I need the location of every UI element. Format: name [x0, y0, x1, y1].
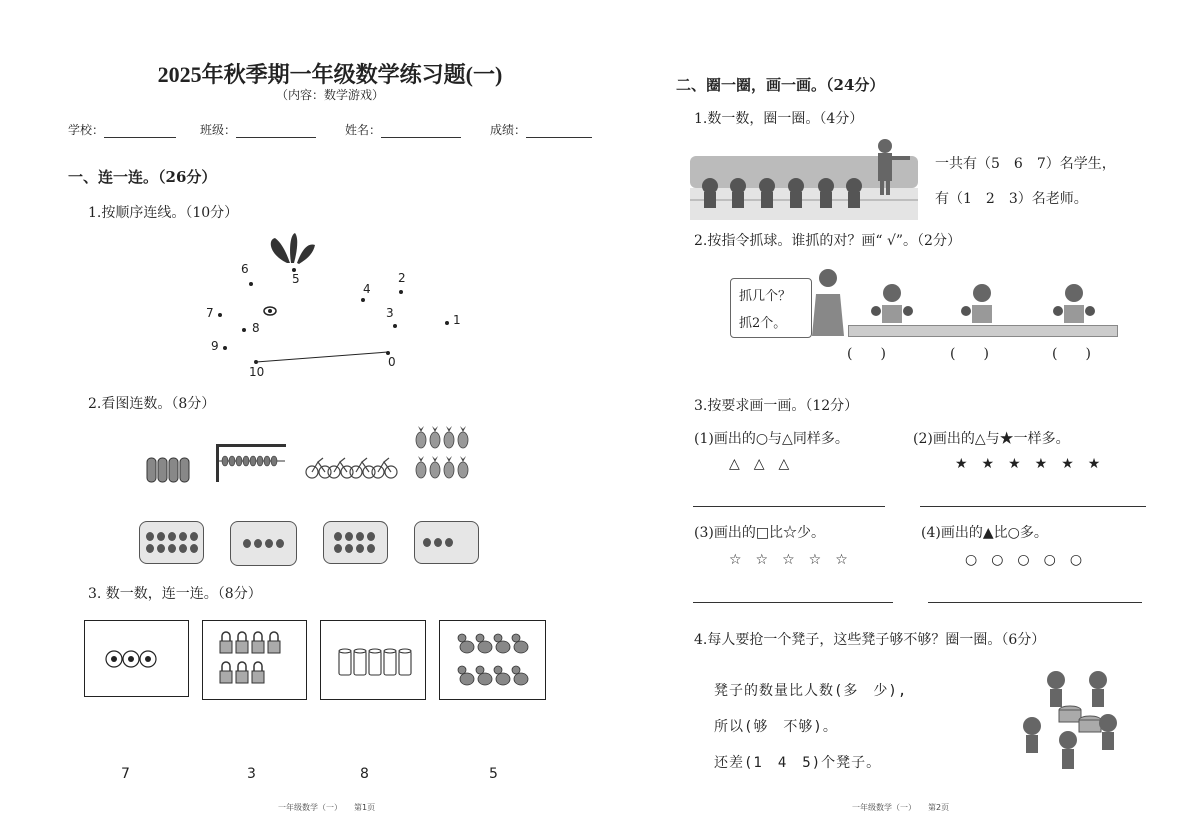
dot-label-2: 2 [398, 271, 406, 285]
score-field[interactable] [490, 121, 592, 138]
sub-question-2: (2)画出的△与★一样多。 [913, 431, 1070, 447]
dot-label-1: 1 [453, 313, 461, 327]
stools-compare-choice[interactable]: 凳子的数量比人数(多 少), [714, 683, 908, 699]
number-8[interactable]: 8 [360, 766, 369, 782]
page-title: 2025年秋季期一年级数学练习题(一) [157, 62, 503, 87]
number-3[interactable]: 3 [247, 766, 256, 782]
circles-row: ○ ○ ○ ○ ○ [965, 552, 1083, 568]
sub-question-1: (1)画出的○与△同样多。 [694, 431, 849, 447]
page-subtitle: （内容：数学游戏） [275, 88, 384, 102]
child-1-figure[interactable] [868, 283, 916, 327]
balls-box[interactable] [84, 620, 189, 697]
dot-2[interactable] [399, 290, 403, 294]
dot-label-5: 5 [292, 272, 300, 286]
corn-picture[interactable] [145, 455, 195, 485]
cylinders-box[interactable] [320, 620, 426, 700]
dot-card-8[interactable] [323, 521, 388, 564]
dot-4[interactable] [361, 298, 365, 302]
class-field[interactable] [200, 121, 316, 138]
bubble-answer: 抓2个。 [739, 316, 787, 331]
number-5[interactable]: 5 [489, 766, 498, 782]
dot-card-4[interactable] [230, 521, 297, 566]
locks-box[interactable] [202, 620, 307, 700]
number-7[interactable]: 7 [121, 766, 130, 782]
children-stools-picture [1018, 668, 1124, 776]
bicycles-picture[interactable] [303, 448, 398, 483]
answer-line-2[interactable] [920, 506, 1146, 507]
enough-choice[interactable]: 所以(够 不够)。 [714, 719, 838, 735]
pineapples-picture[interactable] [413, 425, 475, 485]
dot-9[interactable] [223, 346, 227, 350]
answer-line-1[interactable] [693, 506, 885, 507]
score-label: 成绩： [490, 123, 527, 137]
school-label: 学校： [68, 123, 105, 137]
question-2-1: 1.数一数，圈一圈。（4分） [694, 111, 864, 127]
spout-icon [271, 238, 290, 263]
sub-question-4: (4)画出的▲比○多。 [921, 525, 1048, 541]
dot-3[interactable] [393, 324, 397, 328]
question-2-2: 2.按指令抓球。谁抓的对？画“ √”。（2分） [694, 233, 961, 249]
dot-card-3[interactable] [414, 521, 479, 564]
dot-label-3: 3 [386, 306, 394, 320]
triangles-row: △ △ △ [729, 456, 790, 472]
dot-label-0: 0 [388, 355, 396, 369]
question-2-4: 4.每人要抢一个凳子，这些凳子够不够？圈一圈。（6分） [694, 632, 1046, 648]
teachers-count-choice[interactable]: 有（1 2 3）名老师。 [935, 191, 1088, 207]
dot-label-8: 8 [252, 321, 260, 335]
dot-1[interactable] [445, 321, 449, 325]
dot-label-7: 7 [206, 306, 214, 320]
dot-label-9: 9 [211, 339, 219, 353]
question-1-2: 2.看图连数。（8分） [88, 396, 216, 412]
outline-stars-row: ☆ ☆ ☆ ☆ ☆ [729, 552, 848, 568]
connect-dots-figure[interactable] [195, 230, 475, 385]
check-box-1[interactable]: ( ) [847, 346, 886, 362]
teacher-figure [810, 266, 846, 344]
page-2-footer: 一年级数学（一） 第2页 [852, 803, 950, 812]
name-field[interactable] [345, 121, 461, 138]
students-teacher-picture [690, 138, 918, 220]
abacus-picture[interactable] [215, 443, 287, 483]
page-1-footer: 一年级数学（一） 第1页 [278, 803, 376, 812]
dot-10[interactable] [254, 360, 258, 364]
check-box-3[interactable]: ( ) [1052, 346, 1091, 362]
dot-label-6: 6 [241, 262, 249, 276]
stars-row: ★ ★ ★ ★ ★ ★ [955, 456, 1101, 472]
section-2-heading: 二、圈一圈，画一画。（24分） [676, 76, 885, 94]
school-field[interactable] [68, 121, 176, 138]
child-3-figure[interactable] [1050, 283, 1098, 327]
question-1-1: 1.按顺序连线。（10分） [88, 205, 239, 221]
dot-7[interactable] [218, 313, 222, 317]
child-2-figure[interactable] [958, 283, 1006, 327]
dot-label-4: 4 [363, 282, 371, 296]
shortage-choice[interactable]: 还差(1 4 5)个凳子。 [714, 755, 882, 771]
bubble-question: 抓几个？ [739, 289, 792, 304]
ducks-box[interactable] [439, 620, 546, 700]
dot-8[interactable] [242, 328, 246, 332]
speech-bubble [730, 278, 812, 338]
dot-6[interactable] [249, 282, 253, 286]
dot-card-10[interactable] [139, 521, 204, 564]
dot-label-10: 10 [249, 365, 265, 379]
check-box-2[interactable]: ( ) [950, 346, 989, 362]
students-count-choice[interactable]: 一共有（5 6 7）名学生， [935, 156, 1116, 172]
class-label: 班级： [200, 123, 237, 137]
name-label: 姓名： [345, 123, 382, 137]
question-1-3: 3. 数一数，连一连。（8分） [88, 586, 262, 602]
question-2-3: 3.按要求画一画。（12分） [694, 398, 859, 414]
sub-question-3: (3)画出的□比☆少。 [694, 525, 826, 541]
answer-line-4[interactable] [928, 602, 1142, 603]
section-1-heading: 一、连一连。（26分） [68, 168, 217, 186]
answer-line-3[interactable] [693, 602, 893, 603]
